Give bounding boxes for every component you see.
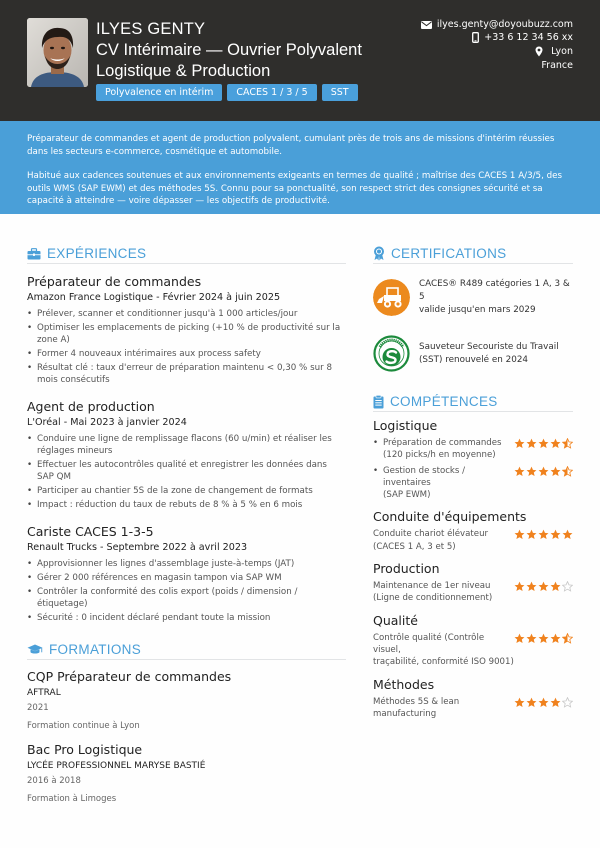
- experiences-heading-text: EXPÉRIENCES: [47, 246, 147, 261]
- skill-label-line: (CACES 1 A, 3 et 5): [373, 541, 456, 552]
- profile-photo: [27, 18, 88, 87]
- contact-email-row[interactable]: [421, 18, 573, 31]
- sst-badge-icon: [373, 335, 410, 372]
- experience-list: [27, 274, 346, 624]
- experience-item: [27, 524, 346, 624]
- star-empty-icon: [562, 581, 573, 592]
- formation-description: Formation continue à Lyon: [27, 721, 140, 731]
- star-full-icon: [526, 633, 537, 644]
- certification-item: [373, 278, 573, 317]
- job-title: Agent de production: [27, 399, 155, 414]
- star-full-icon: [526, 438, 537, 449]
- certifications-heading-text: CERTIFICATIONS: [391, 246, 507, 261]
- formation-item: [27, 669, 346, 732]
- graduation-cap-icon: [27, 644, 43, 655]
- summary-paragraph: Habitué aux cadences soutenues et aux environnements exigeants en termes de qualité ; maîtrise des CACES 1 A/3/5, des outils WMS (SAP EWM) et des méthodes 5S. Connu pour sa ponctualité, son respect strict des consignes sécurité et sa capacité à atteindre — voire dépasser — les objectifs de productivité.: [27, 171, 562, 207]
- skill-label-line: (120 picks/h en moyenne): [383, 450, 496, 461]
- star-full-icon: [550, 697, 561, 708]
- star-half-icon: [562, 633, 573, 644]
- star-half-icon: [562, 466, 573, 477]
- cv-title-line-2: Logistique & Production: [96, 62, 271, 80]
- skill-label-line: manufacturing: [373, 708, 437, 719]
- contact-email[interactable]: ilyes.genty@doyoubuzz.com: [436, 19, 573, 30]
- contact-country-row: [421, 59, 573, 72]
- formations-heading: [27, 642, 346, 660]
- star-full-icon: [550, 438, 561, 449]
- skill-rating: [514, 581, 573, 592]
- skill-group: [373, 418, 573, 501]
- skill-item: [373, 632, 573, 669]
- star-empty-icon: [562, 697, 573, 708]
- skill-group-title: Logistique: [373, 418, 438, 433]
- skill-label: [373, 528, 514, 553]
- job-title: Préparateur de commandes: [27, 274, 202, 289]
- star-full-icon: [514, 529, 525, 540]
- star-full-icon: [526, 697, 537, 708]
- skill-item: [373, 580, 573, 605]
- contact-info: [421, 18, 573, 72]
- certification-item: [373, 335, 573, 372]
- star-full-icon: [562, 529, 573, 540]
- skill-label: [373, 696, 514, 721]
- profile-photo-image: [27, 18, 88, 87]
- job-task: • Impact : réduction du taux de rebuts de 8 % à 5 % en 6 mois: [27, 499, 346, 511]
- skill-group: [373, 677, 573, 721]
- briefcase-icon: [27, 248, 41, 260]
- skill-label-line: Méthodes 5S & lean: [373, 696, 460, 707]
- star-full-icon: [514, 581, 525, 592]
- tag: Polyvalence en intérim: [96, 84, 222, 101]
- job-task: • Gérer 2 000 références en magasin tampon via SAP WM: [27, 572, 346, 584]
- certification-line: (SST) renouvelé en 2024: [419, 354, 529, 365]
- star-full-icon: [550, 633, 561, 644]
- skill-label-line: (Ligne de conditionnement): [373, 593, 493, 604]
- formation-list: [27, 669, 346, 805]
- contact-phone: +33 6 12 34 56 xx: [484, 32, 573, 43]
- job-task: • Optimiser les emplacements de picking (+10 % de productivité sur la zone A): [27, 322, 346, 346]
- right-column: [373, 246, 573, 723]
- mobile-phone-icon: [472, 32, 479, 43]
- skill-group: [373, 561, 573, 605]
- job-task: • Approvisionner les lignes d'assemblage juste-à-temps (JAT): [27, 558, 346, 570]
- left-column: [27, 246, 346, 805]
- job-company-dates: L'Oréal - Mai 2023 à janvier 2024: [27, 417, 187, 428]
- skill-group-title: Qualité: [373, 612, 418, 628]
- experience-item: [27, 274, 346, 386]
- contact-country: France: [541, 60, 573, 71]
- job-task: • Prélever, scanner et conditionner jusqu'à 1 000 articles/jour: [27, 308, 346, 320]
- star-full-icon: [514, 438, 525, 449]
- skill-rating: [514, 438, 573, 449]
- skill-item: [373, 696, 573, 721]
- star-full-icon: [538, 697, 549, 708]
- star-full-icon: [550, 529, 561, 540]
- star-full-icon: [538, 633, 549, 644]
- job-company-dates: Renault Trucks - Septembre 2022 à avril 2023: [27, 542, 248, 553]
- skill-label-line: Contrôle qualité (Contrôle visuel,: [373, 632, 485, 655]
- star-full-icon: [514, 697, 525, 708]
- skill-label: [373, 632, 514, 669]
- certification-line: valide jusqu'en mars 2029: [419, 305, 536, 315]
- skill-item: [373, 465, 573, 502]
- star-full-icon: [514, 466, 525, 477]
- job-task-list: [27, 308, 346, 386]
- skill-rating: [514, 697, 573, 708]
- job-title: Cariste CACES 1-3-5: [27, 524, 154, 539]
- clipboard-icon: [373, 395, 384, 409]
- certifications-heading: [373, 246, 573, 264]
- star-full-icon: [538, 529, 549, 540]
- certification-text: [419, 278, 573, 317]
- cv-header: [0, 0, 600, 121]
- contact-phone-row: [421, 31, 573, 44]
- cv-title-line-1: CV Intérimaire — Ouvrier Polyvalent: [96, 41, 362, 59]
- star-full-icon: [550, 581, 561, 592]
- profile-summary: [0, 121, 600, 214]
- star-full-icon: [538, 466, 549, 477]
- contact-city: Lyon: [551, 46, 573, 57]
- job-task: • Résultat clé : taux d'erreur de préparation maintenu < 0,30 % sur 8 mois consécutifs: [27, 362, 346, 386]
- skill-rating: [514, 466, 573, 477]
- formation-school: AFTRAL: [27, 688, 61, 698]
- star-full-icon: [526, 581, 537, 592]
- skill-label-line: • Gestion de stocks / inventaires: [383, 465, 466, 488]
- formation-description: Formation à Limoges: [27, 794, 117, 804]
- tag-list: [96, 84, 358, 101]
- certification-line: Sauveteur Secouriste du Travail: [419, 341, 559, 352]
- skill-groups: [373, 418, 573, 720]
- certification-line: CACES® R489 catégories 1 A, 3 & 5: [419, 279, 570, 302]
- star-full-icon: [526, 466, 537, 477]
- skill-label-line: traçabilité, conformité ISO 9001): [373, 657, 514, 668]
- formation-date: 2021: [27, 703, 49, 713]
- skill-label-line: (SAP EWM): [383, 490, 431, 501]
- skill-group: [373, 613, 573, 669]
- formation-title: CQP Préparateur de commandes: [27, 669, 232, 684]
- experience-item: [27, 399, 346, 511]
- skill-label-line: Maintenance de 1er niveau: [373, 581, 491, 592]
- skill-label: [373, 437, 514, 462]
- job-company-dates: Amazon France Logistique - Février 2024 à juin 2025: [27, 292, 281, 303]
- skill-item: [373, 437, 573, 462]
- job-task: • Sécurité : 0 incident déclaré pendant toute la mission: [27, 612, 346, 624]
- tag: SST: [322, 84, 358, 101]
- formation-item: [27, 742, 346, 805]
- skill-label-line: • Préparation de commandes: [383, 438, 502, 448]
- certification-text: [419, 341, 559, 367]
- formation-title: Bac Pro Logistique: [27, 742, 143, 757]
- tag: CACES 1 / 3 / 5: [227, 84, 316, 101]
- candidate-name: ILYES GENTY: [96, 20, 206, 38]
- skill-group-title: Méthodes: [373, 676, 435, 692]
- skill-group-title: Production: [373, 561, 440, 577]
- skill-group-title: Conduite d'équipements: [373, 509, 527, 525]
- formations-heading-text: FORMATIONS: [49, 642, 141, 657]
- competences-heading: [373, 394, 573, 412]
- map-pin-icon: [535, 46, 543, 57]
- contact-location-row: [421, 45, 573, 58]
- star-half-icon: [562, 438, 573, 449]
- award-ribbon-icon: [373, 246, 385, 261]
- skill-item: [373, 528, 573, 553]
- skill-label-line: Conduite chariot élévateur: [373, 529, 489, 540]
- star-full-icon: [514, 633, 525, 644]
- formation-date: 2016 à 2018: [27, 776, 81, 786]
- job-task: • Contrôler la conformité des colis export (poids / dimension / étiquetage): [27, 586, 346, 610]
- job-task-list: [27, 433, 346, 511]
- summary-paragraph: Préparateur de commandes et agent de production polyvalent, cumulant près de trois ans de missions d'intérim réussies dans les secteurs e-commerce, cosmétique et automobile.: [27, 134, 555, 157]
- job-task-list: [27, 558, 346, 624]
- job-task: • Conduire une ligne de remplissage flacons (60 u/min) et réaliser les réglages mineurs: [27, 433, 346, 457]
- star-full-icon: [526, 529, 537, 540]
- star-full-icon: [550, 466, 561, 477]
- skill-rating: [514, 529, 573, 540]
- skill-label: [373, 465, 514, 502]
- star-full-icon: [538, 581, 549, 592]
- job-task: • Participer au chantier 5S de la zone de changement de formats: [27, 485, 346, 497]
- star-full-icon: [538, 438, 549, 449]
- formation-school: LYCÉE PROFESSIONNEL MARYSE BASTIÉ: [27, 761, 206, 771]
- skill-label: [373, 580, 514, 605]
- envelope-icon: [421, 21, 432, 29]
- cv-title: [96, 40, 376, 82]
- job-task: • Former 4 nouveaux intérimaires aux process safety: [27, 348, 346, 360]
- skill-rating: [514, 633, 573, 644]
- forklift-loader-icon: [373, 279, 410, 316]
- skill-group: [373, 509, 573, 553]
- job-task: • Effectuer les autocontrôles qualité et enregistrer les données dans SAP QM: [27, 459, 346, 483]
- experiences-heading: [27, 246, 346, 264]
- competences-heading-text: COMPÉTENCES: [390, 394, 498, 409]
